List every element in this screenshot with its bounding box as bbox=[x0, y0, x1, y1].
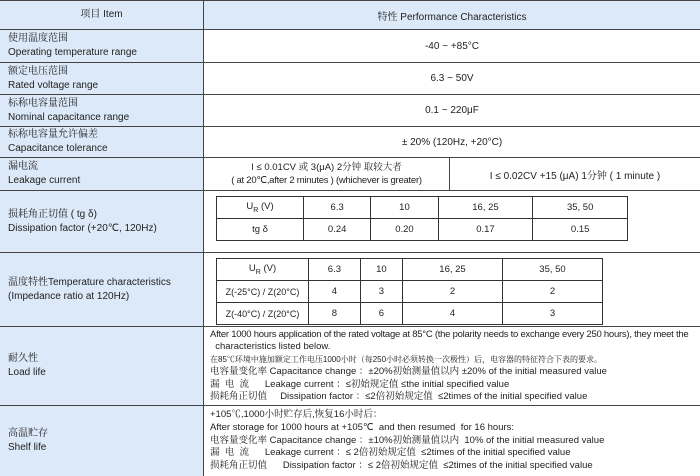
label-en: Load life bbox=[8, 367, 46, 378]
voltage-cell: 6.3 bbox=[309, 259, 361, 281]
ratio-label: Z(-25°C) / Z(20°C) bbox=[217, 281, 309, 303]
voltage-cell: 35, 50 bbox=[503, 259, 603, 281]
label-en: Dissipation factor (+20℃, 120Hz) bbox=[8, 222, 157, 234]
table-header bbox=[0, 0, 700, 30]
load-life-line: 电容量变化率 Capacitance change ：±20%初始测量值以内 ±20% of the initial measured value bbox=[210, 366, 607, 378]
ratio-value: 4 bbox=[403, 303, 503, 325]
row-temperature-characteristics bbox=[0, 253, 700, 327]
ur-header: $U_R$ (V) bbox=[217, 259, 309, 281]
tg-value: 0.20 bbox=[371, 219, 438, 241]
tg-label: tg δ bbox=[217, 219, 304, 241]
voltage-cell: 6.3 bbox=[304, 197, 371, 219]
label-en: Shelf life bbox=[8, 442, 47, 453]
ratio-value: 2 bbox=[403, 281, 503, 303]
value: 0.1 ~ 220μF bbox=[425, 105, 479, 116]
ratio-value: 4 bbox=[309, 281, 361, 303]
label-zh: 耐久性 bbox=[8, 353, 38, 364]
label-en: Capacitance tolerance bbox=[8, 143, 108, 154]
value: 6.3 ~ 50V bbox=[430, 73, 474, 84]
label-zh: 使用温度范围 bbox=[8, 33, 68, 44]
leakage-left-line1: I ≤ 0.01CV 或 3(μA) 2分钟 取较大者 bbox=[251, 162, 402, 173]
ratio-label: Z(-40°C) / Z(20°C) bbox=[217, 303, 309, 325]
load-life-line: 漏 电 流 Leakage current ：≤初始规定值 ≤the initial specified value bbox=[210, 378, 510, 390]
voltage-cell: 10 bbox=[371, 197, 438, 219]
label-zh: 标称电容量允许偏差 bbox=[8, 129, 98, 140]
row-capacitance-tolerance bbox=[0, 127, 700, 158]
voltage-cell: 35, 50 bbox=[533, 197, 628, 219]
leakage-left-line2: ( at 20℃,after 2 minutes ) (whichever is greater) bbox=[231, 175, 422, 186]
header-performance: 特性 Performance Characteristics bbox=[204, 1, 700, 29]
row-dissipation-factor bbox=[0, 191, 700, 253]
load-life-line: 在85℃环境中施加额定工作电压1000小时（每250小时必须转换一次极性）后，电容器的特征符合下表的要求。 bbox=[210, 354, 603, 364]
tg-value: 0.15 bbox=[533, 219, 628, 241]
shelf-life-line: 电容量变化率 Capacitance change ：±10%初始测量值以内 10% of the initial measured value bbox=[210, 434, 605, 446]
ratio-value: 3 bbox=[360, 281, 402, 303]
label-en: Leakage current bbox=[8, 175, 81, 186]
voltage-cell: 16, 25 bbox=[403, 259, 503, 281]
label-zh: 额定电压范围 bbox=[8, 65, 68, 77]
ur-header: $U_R$ (V) bbox=[217, 197, 304, 219]
shelf-life-line: 漏 电 流 Leakage current ：≤ 2倍初始规定值 ≤2times of the initial specified value bbox=[210, 447, 571, 459]
ratio-value: 6 bbox=[360, 303, 402, 325]
shelf-life-line: 损耗角正切值 Dissipation factor ：≤ 2倍初始规定值 ≤2times of the initial specified value bbox=[210, 460, 593, 472]
header-item: 项目 Item bbox=[0, 1, 204, 29]
ratio-value: 3 bbox=[503, 303, 603, 325]
row-load-life bbox=[0, 327, 700, 406]
row-rated-voltage bbox=[0, 63, 700, 95]
dissipation-table bbox=[216, 196, 628, 241]
ratio-value: 8 bbox=[309, 303, 361, 325]
voltage-cell: 16, 25 bbox=[438, 197, 533, 219]
label-zh-en: 温度特性Temperature characteristics bbox=[8, 276, 171, 288]
shelf-life-line: +105℃,1000小时贮存后,恢复16小时后： bbox=[210, 409, 383, 420]
label-en: Nominal capacitance range bbox=[8, 111, 130, 123]
voltage-cell: 10 bbox=[360, 259, 402, 281]
label-zh: 标称电容量范围 bbox=[8, 97, 78, 109]
tg-value: 0.24 bbox=[304, 219, 371, 241]
label-zh: 高温贮存 bbox=[8, 428, 48, 439]
label-zh: 漏电流 bbox=[8, 161, 38, 172]
value: ± 20% (120Hz, +20°C) bbox=[401, 136, 503, 148]
leakage-right: I ≤ 0.02CV +15 (μA) 1分钟 ( 1 minute ) bbox=[489, 170, 661, 182]
shelf-life-line: After storage for 1000 hours at +105℃ and then resumed for 16 hours: bbox=[210, 421, 515, 433]
row-leakage-current bbox=[0, 158, 700, 191]
row-operating-temperature bbox=[0, 30, 700, 63]
row-nominal-capacitance bbox=[0, 95, 700, 127]
load-life-line: After 1000 hours application of the rated voltage at 85°C (the polarity needs to exchange every 250 hours), they meet the bbox=[210, 329, 689, 340]
load-life-line: 损耗角正切值 Dissipation factor ：≤2倍初始规定值 ≤2times of the initial specified value bbox=[210, 391, 588, 403]
row-shelf-life bbox=[0, 406, 700, 476]
load-life-line: characteristics listed below. bbox=[210, 341, 331, 353]
label-en: Operating temperature range bbox=[8, 47, 137, 58]
label-zh: 损耗角正切值 ( tg δ) bbox=[8, 208, 97, 220]
temperature-table bbox=[216, 258, 603, 325]
label-en: (Impedance ratio at 120Hz) bbox=[8, 290, 130, 302]
value: -40 ~ +85°C bbox=[424, 40, 480, 52]
ratio-value: 2 bbox=[503, 281, 603, 303]
tg-value: 0.17 bbox=[438, 219, 533, 241]
label-en: Rated voltage range bbox=[8, 79, 99, 91]
